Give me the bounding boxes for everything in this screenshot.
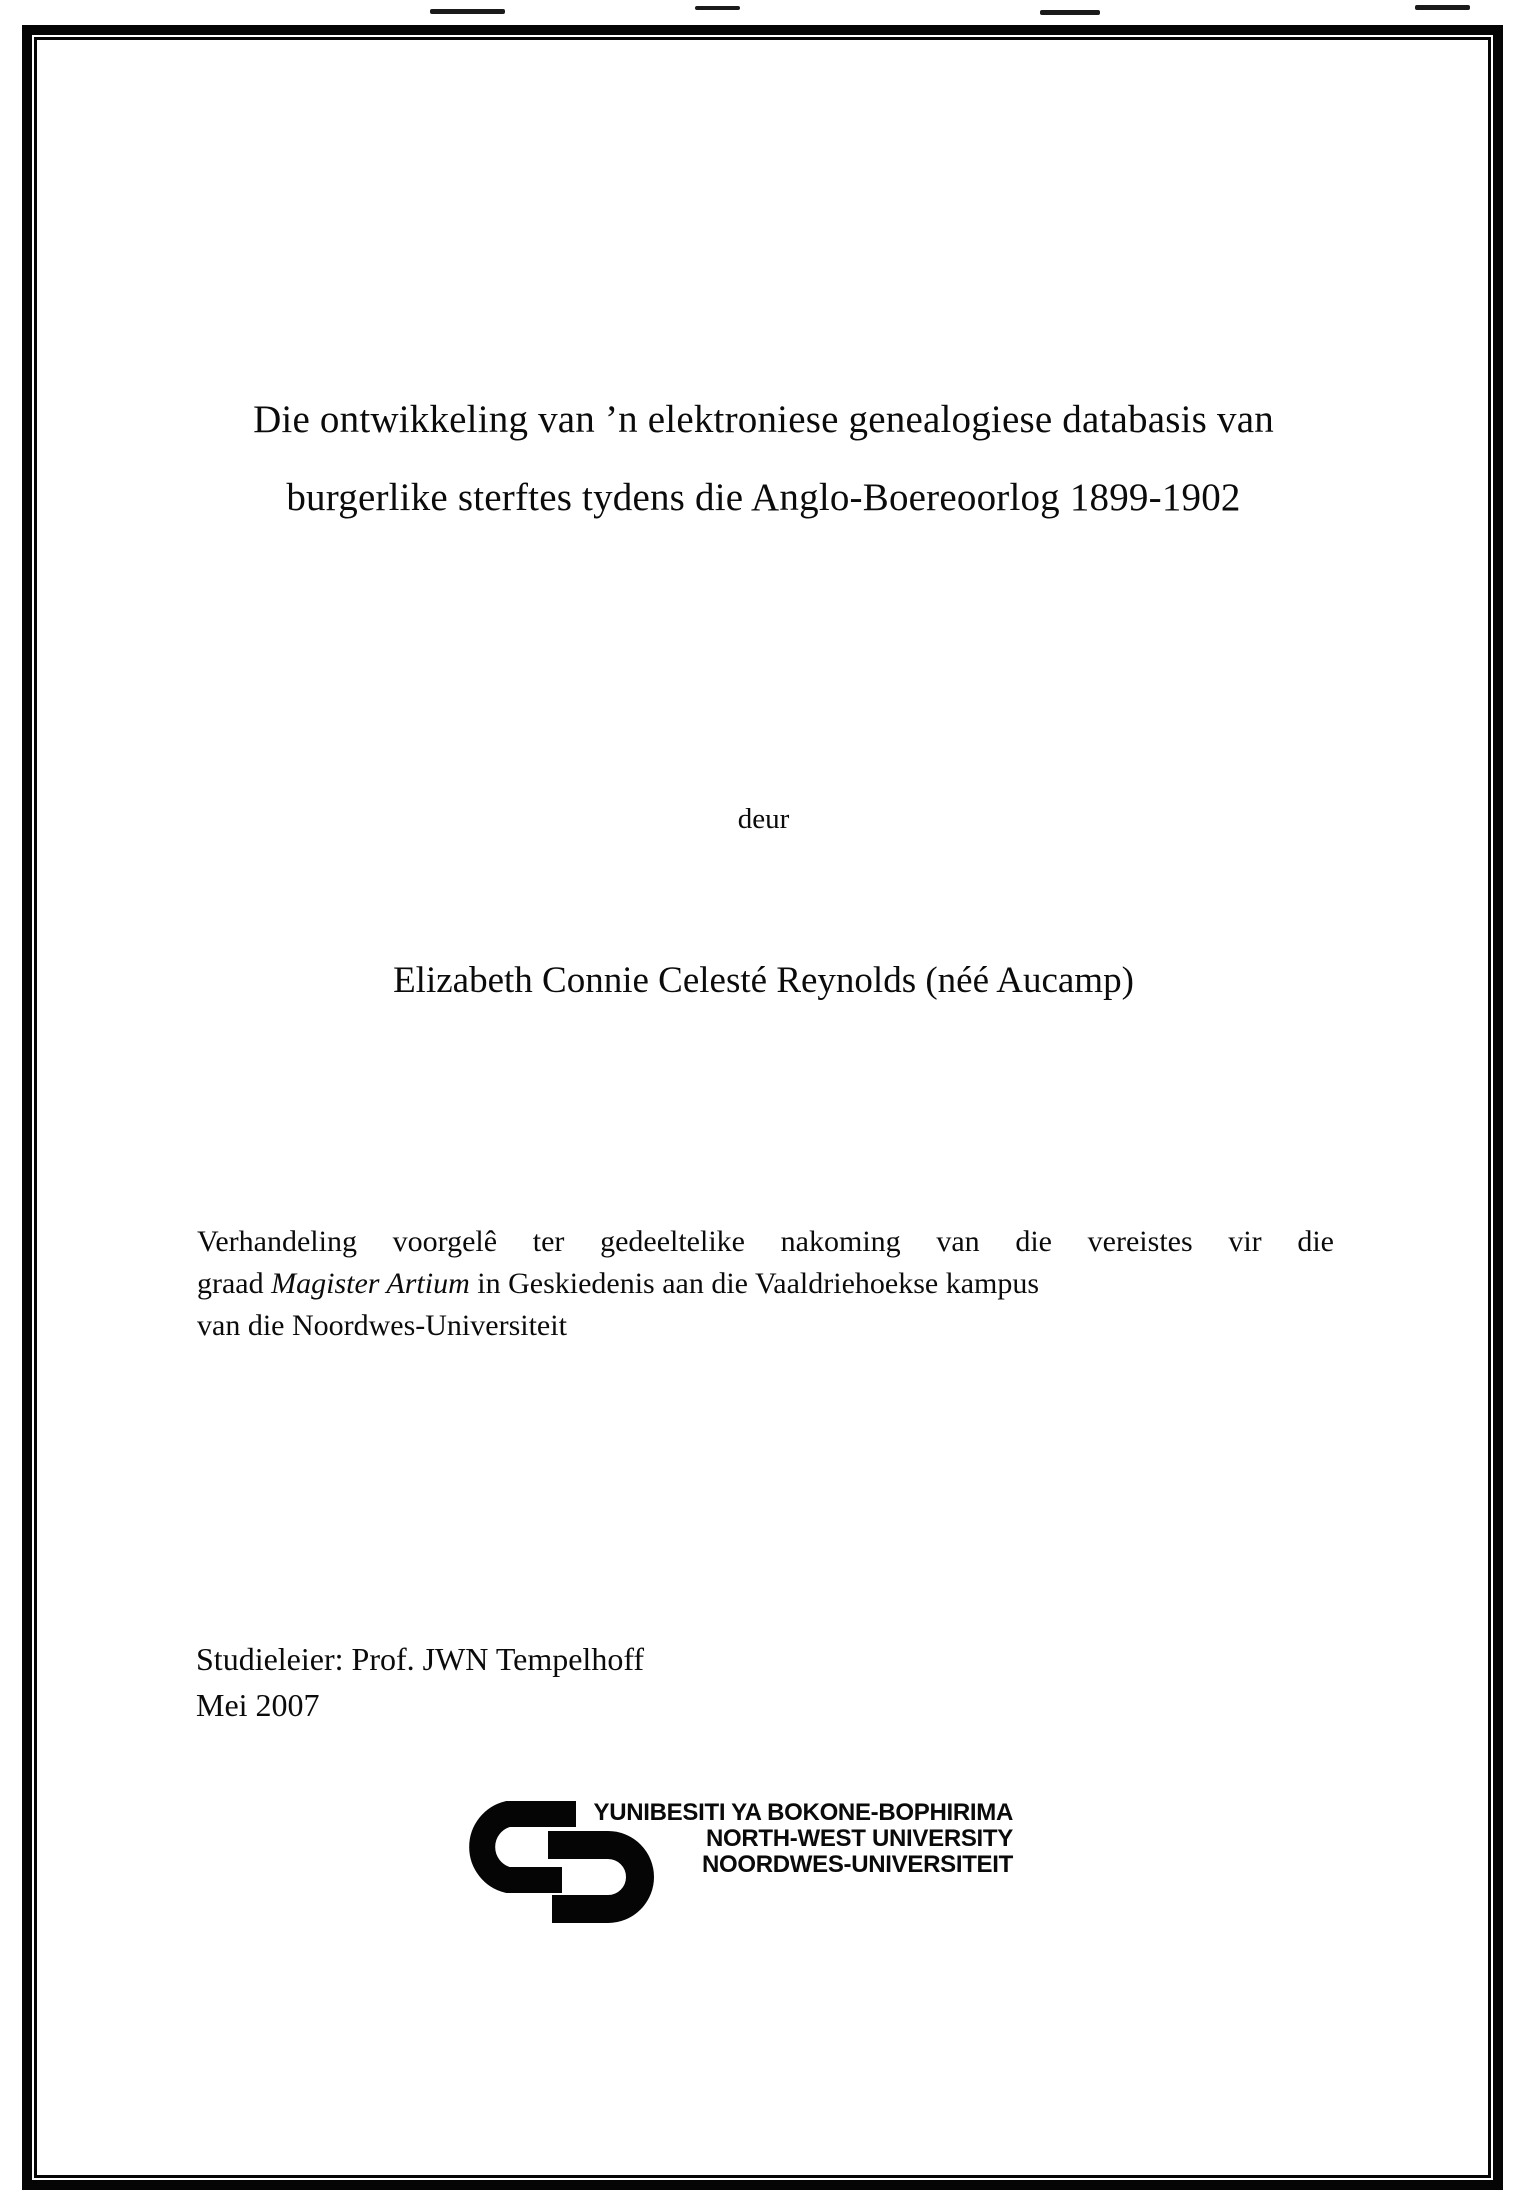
statement-line-2-degree: Magister Artium bbox=[271, 1267, 470, 1300]
supervisor-line: Studieleier: Prof. JWN Tempelhoff bbox=[196, 1641, 645, 1677]
byline-deur: deur bbox=[737, 803, 790, 835]
scan-smudge bbox=[1040, 10, 1100, 15]
statement-line-2-post: in Geskiedenis aan die Vaaldriehoekse kampus bbox=[469, 1267, 1040, 1300]
supervisor-block bbox=[196, 1636, 1096, 1728]
logo-line-afrikaans: NOORDWES-UNIVERSITEIT bbox=[701, 1851, 1013, 1878]
statement-line-1: Verhandeling voorgelê ter gedeeltelike nakoming van die vereistes vir die bbox=[197, 1225, 1334, 1258]
thesis-title-line-2: burgerlike sterftes tydens die Anglo-Boereoorlog 1899-1902 bbox=[286, 476, 1241, 519]
thesis-title-line-1: Die ontwikkeling van ’n elektroniese genealogiese databasis van bbox=[253, 398, 1274, 441]
author-name: Elizabeth Connie Celesté Reynolds (néé Aucamp) bbox=[393, 960, 1134, 1001]
statement-line-3: van die Noordwes-Universiteit bbox=[197, 1309, 567, 1342]
logo-line-setswana: YUNIBESITI YA BOKONE-BOPHIRIMA bbox=[593, 1799, 1013, 1826]
nwu-logo-wordmark bbox=[493, 1800, 1013, 1878]
scan-smudge bbox=[1415, 5, 1470, 10]
statement-line-2-pre: graad bbox=[197, 1267, 272, 1300]
logo-line-english: NORTH-WEST UNIVERSITY bbox=[705, 1825, 1013, 1852]
degree-statement bbox=[197, 1221, 1334, 1347]
date-line: Mei 2007 bbox=[196, 1687, 320, 1723]
scan-smudge bbox=[430, 9, 505, 14]
scan-smudge bbox=[695, 6, 740, 10]
statement-line-2 bbox=[197, 1263, 1334, 1305]
